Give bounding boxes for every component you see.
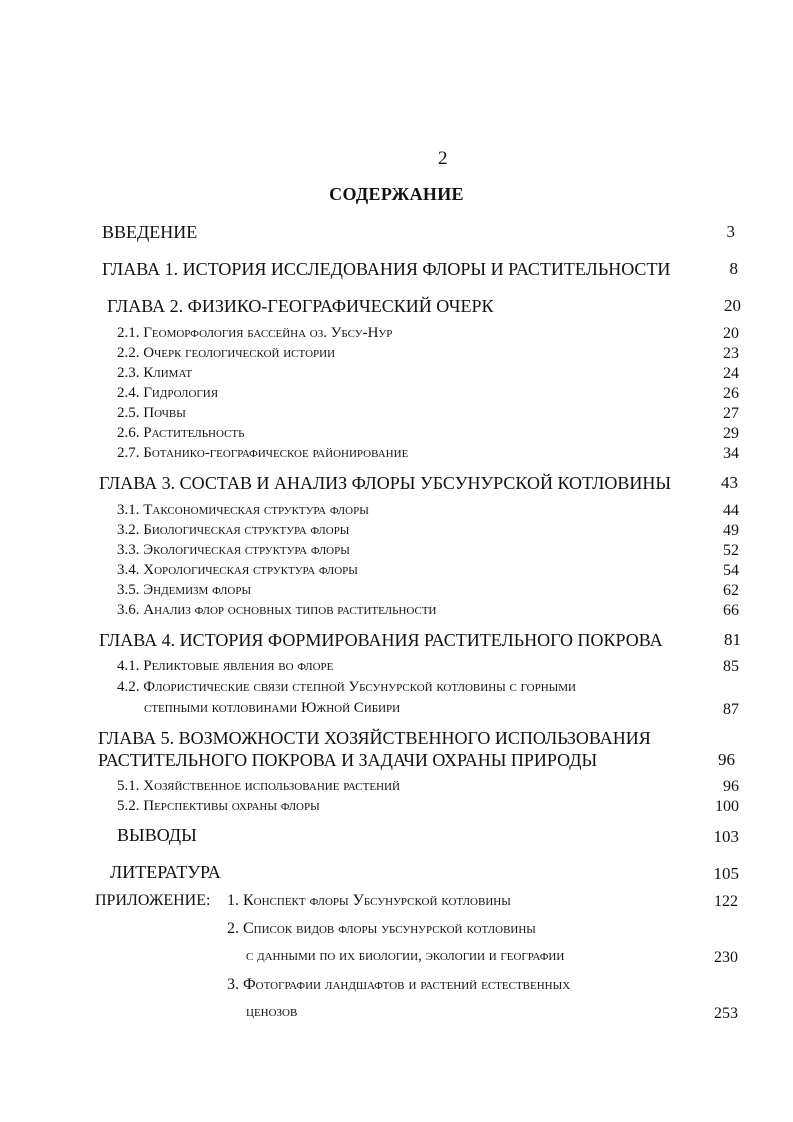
toc-section-3-6-page: 66 xyxy=(723,602,739,619)
toc-chapter-5-page: 96 xyxy=(718,750,735,769)
toc-section-3-5-page: 62 xyxy=(723,582,739,599)
toc-section-3-1-label: 3.1. Таксономическая структура флоры xyxy=(117,502,369,518)
toc-section-3-6-label: 3.6. Анализ флор основных типов растительности xyxy=(117,602,437,618)
toc-chapter-1-page: 8 xyxy=(729,259,738,278)
toc-section-4-1-label: 4.1. Реликтовые явления во флоре xyxy=(117,658,334,674)
toc-section-2-6-label: 2.6. Растительность xyxy=(117,425,245,441)
toc-section-5-2-page: 100 xyxy=(715,798,739,815)
toc-chapter-3-label: ГЛАВА 3. СОСТАВ И АНАЛИЗ ФЛОРЫ УБСУНУРСКОЙ КОТЛОВИНЫ xyxy=(99,473,672,493)
toc-section-3-3-label: 3.3. Экологическая структура флоры xyxy=(117,542,350,558)
toc-section-2-2-page: 23 xyxy=(723,345,739,362)
toc-section-4-2-label-line2: степными котловинами Южной Сибири xyxy=(144,700,401,716)
toc-appendix-2-label-line1: 2. Список видов флоры убсунурской котловины xyxy=(227,920,536,937)
toc-section-3-3-page: 52 xyxy=(723,542,739,559)
toc-section-3-4-page: 54 xyxy=(723,562,739,579)
toc-section-3-4-label: 3.4. Хорологическая структура флоры xyxy=(117,562,358,578)
toc-section-2-7-page: 34 xyxy=(723,445,739,462)
toc-section-2-3-label: 2.3. Климат xyxy=(117,365,193,381)
page-title: СОДЕРЖАНИЕ xyxy=(329,184,464,204)
toc-section-4-2-label-line1: 4.2. Флористические связи степной Убсунурской котловины с горными xyxy=(117,679,576,695)
toc-section-2-6-page: 29 xyxy=(723,425,739,442)
toc-chapter-5-label-line1: ГЛАВА 5. ВОЗМОЖНОСТИ ХОЗЯЙСТВЕННОГО ИСПОЛЬЗОВАНИЯ xyxy=(98,728,651,748)
toc-section-2-4-label: 2.4. Гидрология xyxy=(117,385,219,401)
toc-section-2-1-label: 2.1. Геоморфология бассейна оз. Убсу-Нур xyxy=(117,325,393,341)
toc-section-2-2-label: 2.2. Очерк геологической истории xyxy=(117,345,336,361)
toc-chapter-4-label: ГЛАВА 4. ИСТОРИЯ ФОРМИРОВАНИЯ РАСТИТЕЛЬНОГО ПОКРОВА xyxy=(99,630,663,650)
toc-chapter-2-label: ГЛАВА 2. ФИЗИКО-ГЕОГРАФИЧЕСКИЙ ОЧЕРК xyxy=(107,296,494,316)
toc-section-5-1-page: 96 xyxy=(723,778,739,795)
toc-literature-label: ЛИТЕРАТУРА xyxy=(110,862,221,882)
toc-section-2-7-label: 2.7. Ботанико-географическое районирование xyxy=(117,445,409,461)
toc-appendix-3-page: 253 xyxy=(714,1005,738,1022)
toc-appendix-2-label-line2: с данными по их биологии, экологии и географии xyxy=(246,948,565,964)
toc-section-5-1-label: 5.1. Хозяйственное использование растений xyxy=(117,778,400,794)
toc-section-2-1-page: 20 xyxy=(723,325,739,342)
toc-conclusions-label: ВЫВОДЫ xyxy=(117,825,197,845)
toc-chapter-1-label: ГЛАВА 1. ИСТОРИЯ ИССЛЕДОВАНИЯ ФЛОРЫ И РАСТИТЕЛЬНОСТИ xyxy=(102,259,671,279)
toc-section-2-5-page: 27 xyxy=(723,405,739,422)
toc-section-5-2-label: 5.2. Перспективы охраны флоры xyxy=(117,798,320,814)
toc-intro-label: ВВЕДЕНИЕ xyxy=(102,222,198,242)
page-number: 2 xyxy=(438,148,448,169)
toc-appendix-2-page: 230 xyxy=(714,949,738,966)
toc-intro-page: 3 xyxy=(726,222,735,241)
toc-section-2-4-page: 26 xyxy=(723,385,739,402)
toc-appendix-1-label: 1. Конспект флоры Убсунурской котловины xyxy=(227,892,511,909)
toc-appendix-prefix: ПРИЛОЖЕНИЕ: xyxy=(95,892,211,909)
toc-appendix-3-label-line1: 3. Фотографии ландшафтов и растений естественных xyxy=(227,976,571,993)
toc-section-4-1-page: 85 xyxy=(723,658,739,675)
toc-section-4-2-page: 87 xyxy=(723,701,739,718)
toc-chapter-5-label-line2: РАСТИТЕЛЬНОГО ПОКРОВА И ЗАДАЧИ ОХРАНЫ ПРИРОДЫ xyxy=(98,750,598,770)
toc-appendix-1-page: 122 xyxy=(714,893,738,910)
toc-section-3-1-page: 44 xyxy=(723,502,739,519)
toc-chapter-4-page: 81 xyxy=(724,630,741,649)
toc-section-3-5-label: 3.5. Эндемизм флоры xyxy=(117,582,252,598)
toc-conclusions-page: 103 xyxy=(713,827,739,846)
toc-literature-page: 105 xyxy=(713,864,739,883)
toc-appendix-3-label-line2: ценозов xyxy=(246,1004,298,1020)
toc-section-3-2-label: 3.2. Биологическая структура флоры xyxy=(117,522,350,538)
toc-chapter-3-page: 43 xyxy=(721,473,738,492)
toc-section-2-3-page: 24 xyxy=(723,365,739,382)
toc-section-3-2-page: 49 xyxy=(723,522,739,539)
toc-chapter-2-page: 20 xyxy=(724,296,741,315)
toc-section-2-5-label: 2.5. Почвы xyxy=(117,405,186,421)
